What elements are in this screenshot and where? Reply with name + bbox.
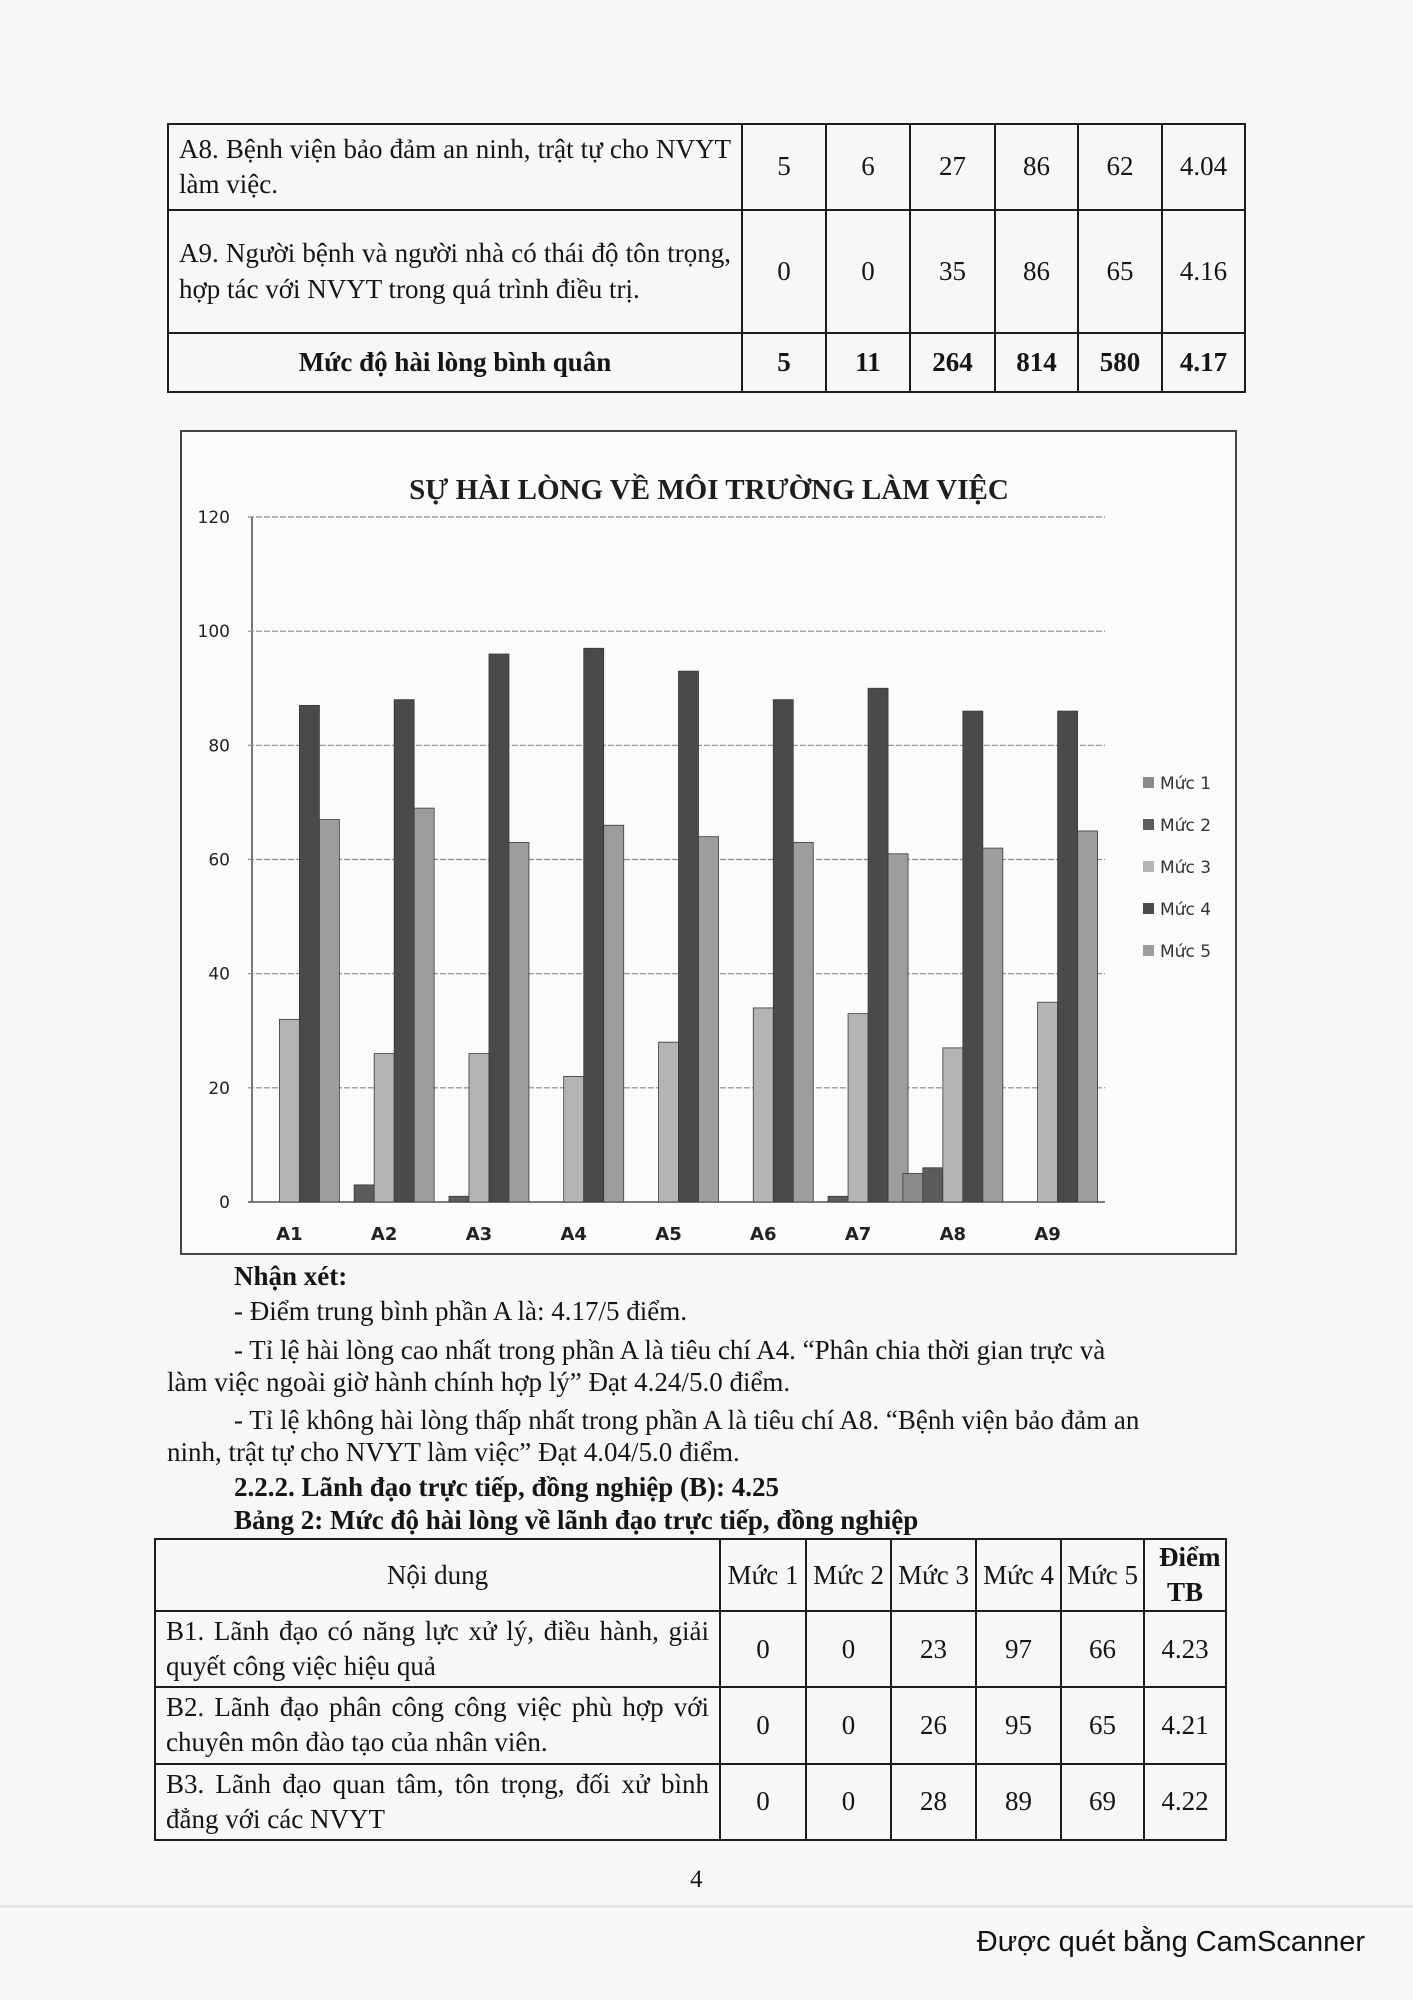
y-tick-label: 0: [219, 1193, 230, 1213]
bar-mức-4-a1: [299, 705, 319, 1202]
row-content: B2. Lãnh đạo phân công công việc phù hợp với chuyên môn đào tạo của nhân viên.: [155, 1687, 720, 1763]
x-category-label: A4: [560, 1224, 587, 1245]
bar-mức-2-a8: [923, 1168, 943, 1202]
legend-swatch: [1143, 903, 1154, 914]
summary-avg: 4.17: [1162, 333, 1245, 392]
bar-chart-work-environment: [180, 430, 1237, 1255]
cell-muc5: 69: [1061, 1764, 1144, 1840]
bar-mức-4-a5: [679, 671, 699, 1202]
remark-lowest-line2: ninh, trật tự cho NVYT làm việc” Đạt 4.04/5.0 điểm.: [167, 1437, 740, 1467]
table-row: [155, 1611, 1226, 1687]
cell-muc1: 0: [742, 210, 826, 333]
section-heading: 2.2.2. Lãnh đạo trực tiếp, đồng nghiệp (B): 4.25: [234, 1472, 780, 1502]
table-row: [168, 210, 1245, 333]
x-category-label: A5: [655, 1224, 682, 1245]
chart-title: SỰ HÀI LÒNG VỀ MÔI TRƯỜNG LÀM VIỆC: [409, 474, 1009, 506]
bar-mức-3-a5: [659, 1042, 679, 1202]
x-category-label: A2: [370, 1224, 398, 1245]
x-category-label: A8: [939, 1224, 967, 1245]
cell-muc2: 0: [826, 210, 910, 333]
bar-mức-2-a2: [354, 1185, 374, 1202]
header-muc4: Mức 4: [976, 1539, 1061, 1611]
table-header-row: [155, 1539, 1226, 1611]
header-muc1: Mức 1: [720, 1539, 806, 1611]
row-content: B1. Lãnh đạo có năng lực xử lý, điều hành, giải quyết công việc hiệu quả: [155, 1611, 720, 1687]
row-content: A8. Bệnh viện bảo đảm an ninh, trật tự cho NVYT làm việc.: [168, 124, 742, 210]
bar-mức-3-a2: [374, 1054, 394, 1202]
cell-muc1: 0: [720, 1687, 806, 1763]
x-category-label: A1: [276, 1224, 303, 1245]
cell-muc4: 95: [976, 1687, 1061, 1763]
remark-highest-line2: làm việc ngoài giờ hành chính hợp lý” Đạt 4.24/5.0 điểm.: [167, 1367, 791, 1397]
remark-average: - Điểm trung bình phần A là: 4.17/5 điểm.: [234, 1296, 687, 1326]
bar-mức-2-a3: [449, 1196, 469, 1202]
legend-label: Mức 3: [1160, 858, 1212, 878]
y-tick-label: 80: [208, 736, 230, 757]
cell-avg: 4.04: [1162, 124, 1245, 210]
remarks-heading: Nhận xét:: [234, 1261, 348, 1291]
bar-mức-3-a9: [1038, 1002, 1058, 1202]
legend-swatch: [1143, 945, 1154, 956]
bar-mức-5-a1: [319, 820, 339, 1202]
cell-muc4: 86: [995, 210, 1078, 333]
cell-muc4: 97: [976, 1611, 1061, 1687]
bar-mức-2-a7: [828, 1196, 848, 1202]
x-category-label: A3: [465, 1224, 493, 1245]
header-content: Nội dung: [155, 1539, 720, 1611]
cell-avg: 4.16: [1162, 210, 1245, 333]
legend-swatch: [1143, 861, 1154, 872]
cell-muc3: 26: [891, 1687, 976, 1763]
x-axis-categories: [276, 1224, 1061, 1245]
header-muc5: Mức 5: [1061, 1539, 1144, 1611]
y-axis-ticks: [198, 508, 230, 1213]
table-row: [155, 1687, 1226, 1763]
bar-mức-3-a8: [943, 1048, 963, 1202]
cell-muc4: 86: [995, 124, 1078, 210]
legend-label: Mức 2: [1160, 816, 1212, 836]
cell-avg: 4.22: [1144, 1764, 1226, 1840]
cell-avg: 4.21: [1144, 1687, 1226, 1763]
scan-edge-divider: [0, 1905, 1413, 1908]
header-muc3: Mức 3: [891, 1539, 976, 1611]
bar-mức-4-a3: [489, 654, 509, 1202]
cell-avg: 4.23: [1144, 1611, 1226, 1687]
y-tick-label: 100: [197, 622, 230, 643]
cell-muc1: 0: [720, 1764, 806, 1840]
bar-mức-5-a6: [793, 842, 813, 1202]
table-caption: Bảng 2: Mức độ hài lòng về lãnh đạo trực tiếp, đồng nghiệp: [234, 1505, 919, 1535]
cell-muc5: 62: [1078, 124, 1162, 210]
cell-muc3: 23: [891, 1611, 976, 1687]
cell-muc4: 89: [976, 1764, 1061, 1840]
table-row: [155, 1764, 1226, 1840]
legend-swatch: [1143, 819, 1154, 830]
bar-mức-5-a5: [699, 837, 719, 1202]
bar-mức-4-a4: [584, 648, 604, 1202]
y-tick-label: 40: [208, 964, 230, 985]
summary-muc1: 5: [742, 333, 826, 392]
table-row: [168, 124, 1245, 210]
cell-muc3: 28: [891, 1764, 976, 1840]
bar-mức-5-a7: [888, 854, 908, 1202]
summary-muc2: 11: [826, 333, 910, 392]
y-tick-label: 120: [197, 508, 230, 528]
x-category-label: A7: [844, 1224, 872, 1245]
cell-muc2: 6: [826, 124, 910, 210]
y-tick-label: 20: [208, 1078, 230, 1099]
x-category-label: A6: [750, 1224, 777, 1245]
remark-highest-line1: - Tỉ lệ hài lòng cao nhất trong phần A là tiêu chí A4. “Phân chia thời gian trực và: [234, 1335, 1106, 1365]
cell-muc1: 0: [720, 1611, 806, 1687]
row-content: B3. Lãnh đạo quan tâm, tôn trọng, đối xử bình đẳng với các NVYT: [155, 1764, 720, 1840]
satisfaction-table-b: [154, 1538, 1227, 1841]
bar-mức-3-a6: [753, 1008, 773, 1202]
header-avg: Điểm TB: [1144, 1539, 1226, 1611]
bar-mức-4-a2: [394, 700, 414, 1202]
legend: [1143, 774, 1211, 962]
cell-muc2: 0: [806, 1611, 891, 1687]
legend-label: Mức 4: [1160, 900, 1212, 920]
bar-mức-5-a9: [1078, 831, 1098, 1202]
page-number: 4: [690, 1866, 703, 1893]
cell-muc5: 66: [1061, 1611, 1144, 1687]
bar-mức-3-a1: [279, 1019, 299, 1202]
bar-mức-5-a8: [983, 848, 1003, 1202]
bar-mức-4-a8: [963, 711, 983, 1202]
legend-label: Mức 5: [1160, 942, 1212, 962]
row-content: A9. Người bệnh và người nhà có thái độ tôn trọng, hợp tác với NVYT trong quá trình điều trị.: [168, 210, 742, 333]
bar-mức-5-a4: [604, 825, 624, 1202]
satisfaction-table-a: [167, 123, 1246, 393]
bar-mức-3-a3: [469, 1054, 489, 1202]
bar-mức-5-a2: [414, 808, 434, 1202]
legend-label: Mức 1: [1160, 774, 1212, 794]
legend-swatch: [1143, 777, 1154, 788]
summary-label: Mức độ hài lòng bình quân: [168, 333, 742, 392]
bar-mức-3-a4: [564, 1076, 584, 1202]
bar-mức-4-a6: [773, 700, 793, 1202]
bar-mức-3-a7: [848, 1014, 868, 1202]
y-tick-label: 60: [208, 850, 230, 871]
remark-lowest-line1: - Tỉ lệ không hài lòng thấp nhất trong phần A là tiêu chí A8. “Bệnh viện bảo đảm an: [234, 1405, 1140, 1435]
summary-row: [168, 333, 1245, 392]
bar-mức-1-a8: [903, 1173, 923, 1202]
bar-mức-4-a9: [1058, 711, 1078, 1202]
cell-muc3: 35: [910, 210, 995, 333]
header-muc2: Mức 2: [806, 1539, 891, 1611]
bars: [279, 648, 1097, 1202]
summary-muc3: 264: [910, 333, 995, 392]
cell-muc5: 65: [1061, 1687, 1144, 1763]
cell-muc5: 65: [1078, 210, 1162, 333]
cell-muc2: 0: [806, 1764, 891, 1840]
chart-canvas: [182, 432, 1235, 1253]
summary-muc5: 580: [1078, 333, 1162, 392]
bar-mức-4-a7: [868, 688, 888, 1202]
cell-muc2: 0: [806, 1687, 891, 1763]
x-category-label: A9: [1034, 1224, 1061, 1245]
bar-mức-5-a3: [509, 842, 529, 1202]
cell-muc3: 27: [910, 124, 995, 210]
cell-muc1: 5: [742, 124, 826, 210]
camscanner-watermark: Được quét bằng CamScanner: [976, 1926, 1365, 1958]
summary-muc4: 814: [995, 333, 1078, 392]
